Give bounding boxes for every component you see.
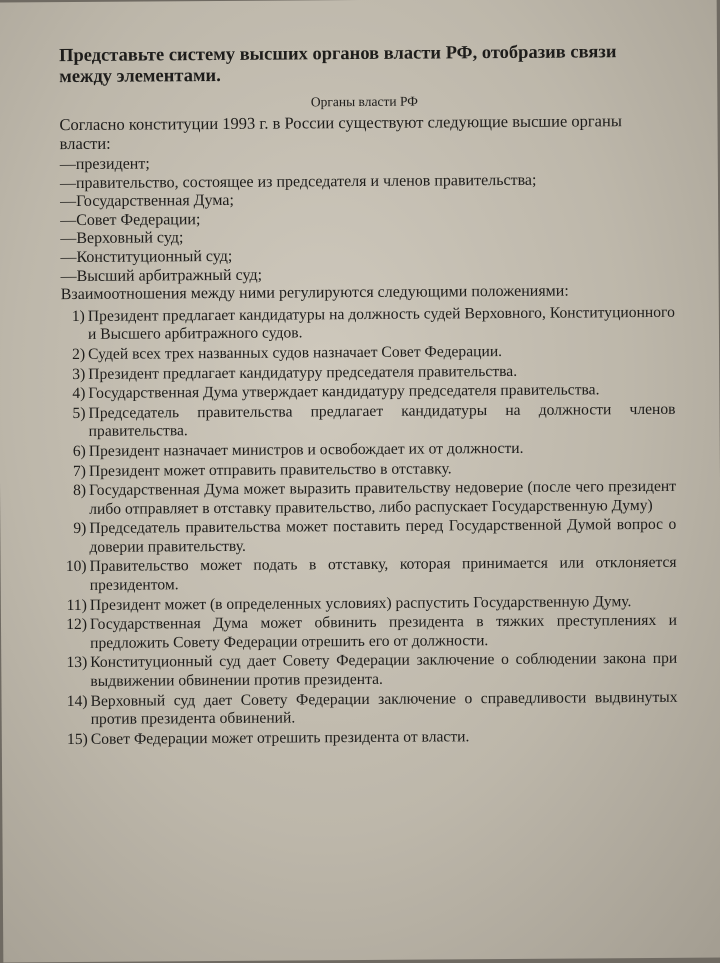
- rule-text: Президент предлагает кандидатуру председателя правительства.: [88, 362, 518, 383]
- organ-item: — Совет Федерации;: [60, 208, 674, 231]
- rule-number: 13): [66, 654, 88, 672]
- organ-item: — правительство, состоящее из председателя и членов правительства;: [60, 170, 674, 193]
- rule-text: Президент назначает министров и освобождает их от должности.: [88, 439, 524, 460]
- rule-text: Председатель правительства предлагает кандидатуры на должности членов правительства.: [88, 400, 676, 441]
- organ-item: — Конституционный суд;: [60, 245, 674, 268]
- organ-item: — Государственная Дума;: [60, 189, 674, 212]
- rule-item: [58, 516, 676, 558]
- rule-item: [57, 304, 675, 346]
- rule-text: Государственная Дума может обвинить президента в тяжких преступлениях и предложить Совету Федерации отрешить его от должности.: [89, 612, 678, 652]
- rule-text: Президент может (в определенных условиях) распустить Государственную Думу.: [89, 592, 632, 614]
- rule-number: 5): [72, 404, 86, 422]
- rule-number: 12): [66, 616, 88, 634]
- rule-text: Конституционный суд дает Совету Федерации заключение о соблюдении закона при выдвижении обвинении против президента.: [90, 650, 678, 690]
- rule-number: 8): [73, 482, 87, 500]
- rule-text: Президент может отправить правительство в отставку.: [88, 459, 452, 480]
- organ-item: — президент;: [60, 152, 674, 175]
- rule-number: 1): [71, 307, 85, 325]
- rule-text: Государственная Дума может выразить правительству недоверие (после чего президент либо отправляет в отставку правительство, либо распускает Государственную Думу): [89, 477, 677, 518]
- page-title: Представьте систему высших органов власти РФ, отобразив связи между элементами.: [58, 42, 617, 88]
- rule-number: 2): [72, 345, 86, 363]
- rule-number: 15): [66, 730, 88, 748]
- rule-item: [58, 478, 676, 520]
- rule-text: Совет Федерации может отрешить президента от власти.: [90, 728, 470, 748]
- page-subtitle: Органы власти РФ: [310, 93, 418, 110]
- organ-item: — Верховный суд;: [60, 226, 674, 249]
- rule-number: 10): [65, 558, 87, 576]
- rule-item: [59, 554, 677, 596]
- rule-item: [59, 688, 677, 730]
- rule-text: Правительство может подать в отставку, которая принимается или отклоняется президентом.: [89, 554, 677, 594]
- rule-text: Верховный суд дает Совету Федерации заключение о справедливости выдвинутых против президента обвинений.: [90, 688, 678, 729]
- rule-number: 4): [72, 385, 86, 403]
- rule-item: [59, 650, 677, 692]
- rule-item: [57, 401, 675, 443]
- rules-list: [57, 304, 678, 750]
- rule-text: Государственная Дума утверждает кандидатуру председателя правительства.: [88, 381, 600, 403]
- rule-number: 6): [72, 442, 86, 460]
- rule-text: Председатель правительства может поставить перед Государственной Думой вопрос о доверии правительству.: [89, 516, 677, 556]
- relations-intro: Взаимоотношения между ними регулируются следующими положениями:: [60, 282, 569, 304]
- rule-text: Судей всех трех названных судов назначает Совет Федерации.: [88, 342, 503, 363]
- rule-item: [59, 612, 677, 654]
- organs-list: [60, 152, 675, 286]
- rule-number: 14): [66, 692, 88, 710]
- rule-text: Президент предлагает кандидатуры на должность судей Верховного, Конституционного и Высшего арбитражного судов.: [87, 303, 675, 344]
- rule-item: [60, 727, 678, 750]
- organ-item: — Высший арбитражный суд;: [61, 263, 675, 286]
- rule-number: 11): [66, 596, 87, 614]
- rule-number: 3): [72, 365, 86, 383]
- rule-number: 9): [73, 520, 87, 538]
- rule-number: 7): [72, 462, 86, 480]
- intro-paragraph: Согласно конституции 1993 г. в России существуют следующие высшие органы власти:: [59, 111, 622, 154]
